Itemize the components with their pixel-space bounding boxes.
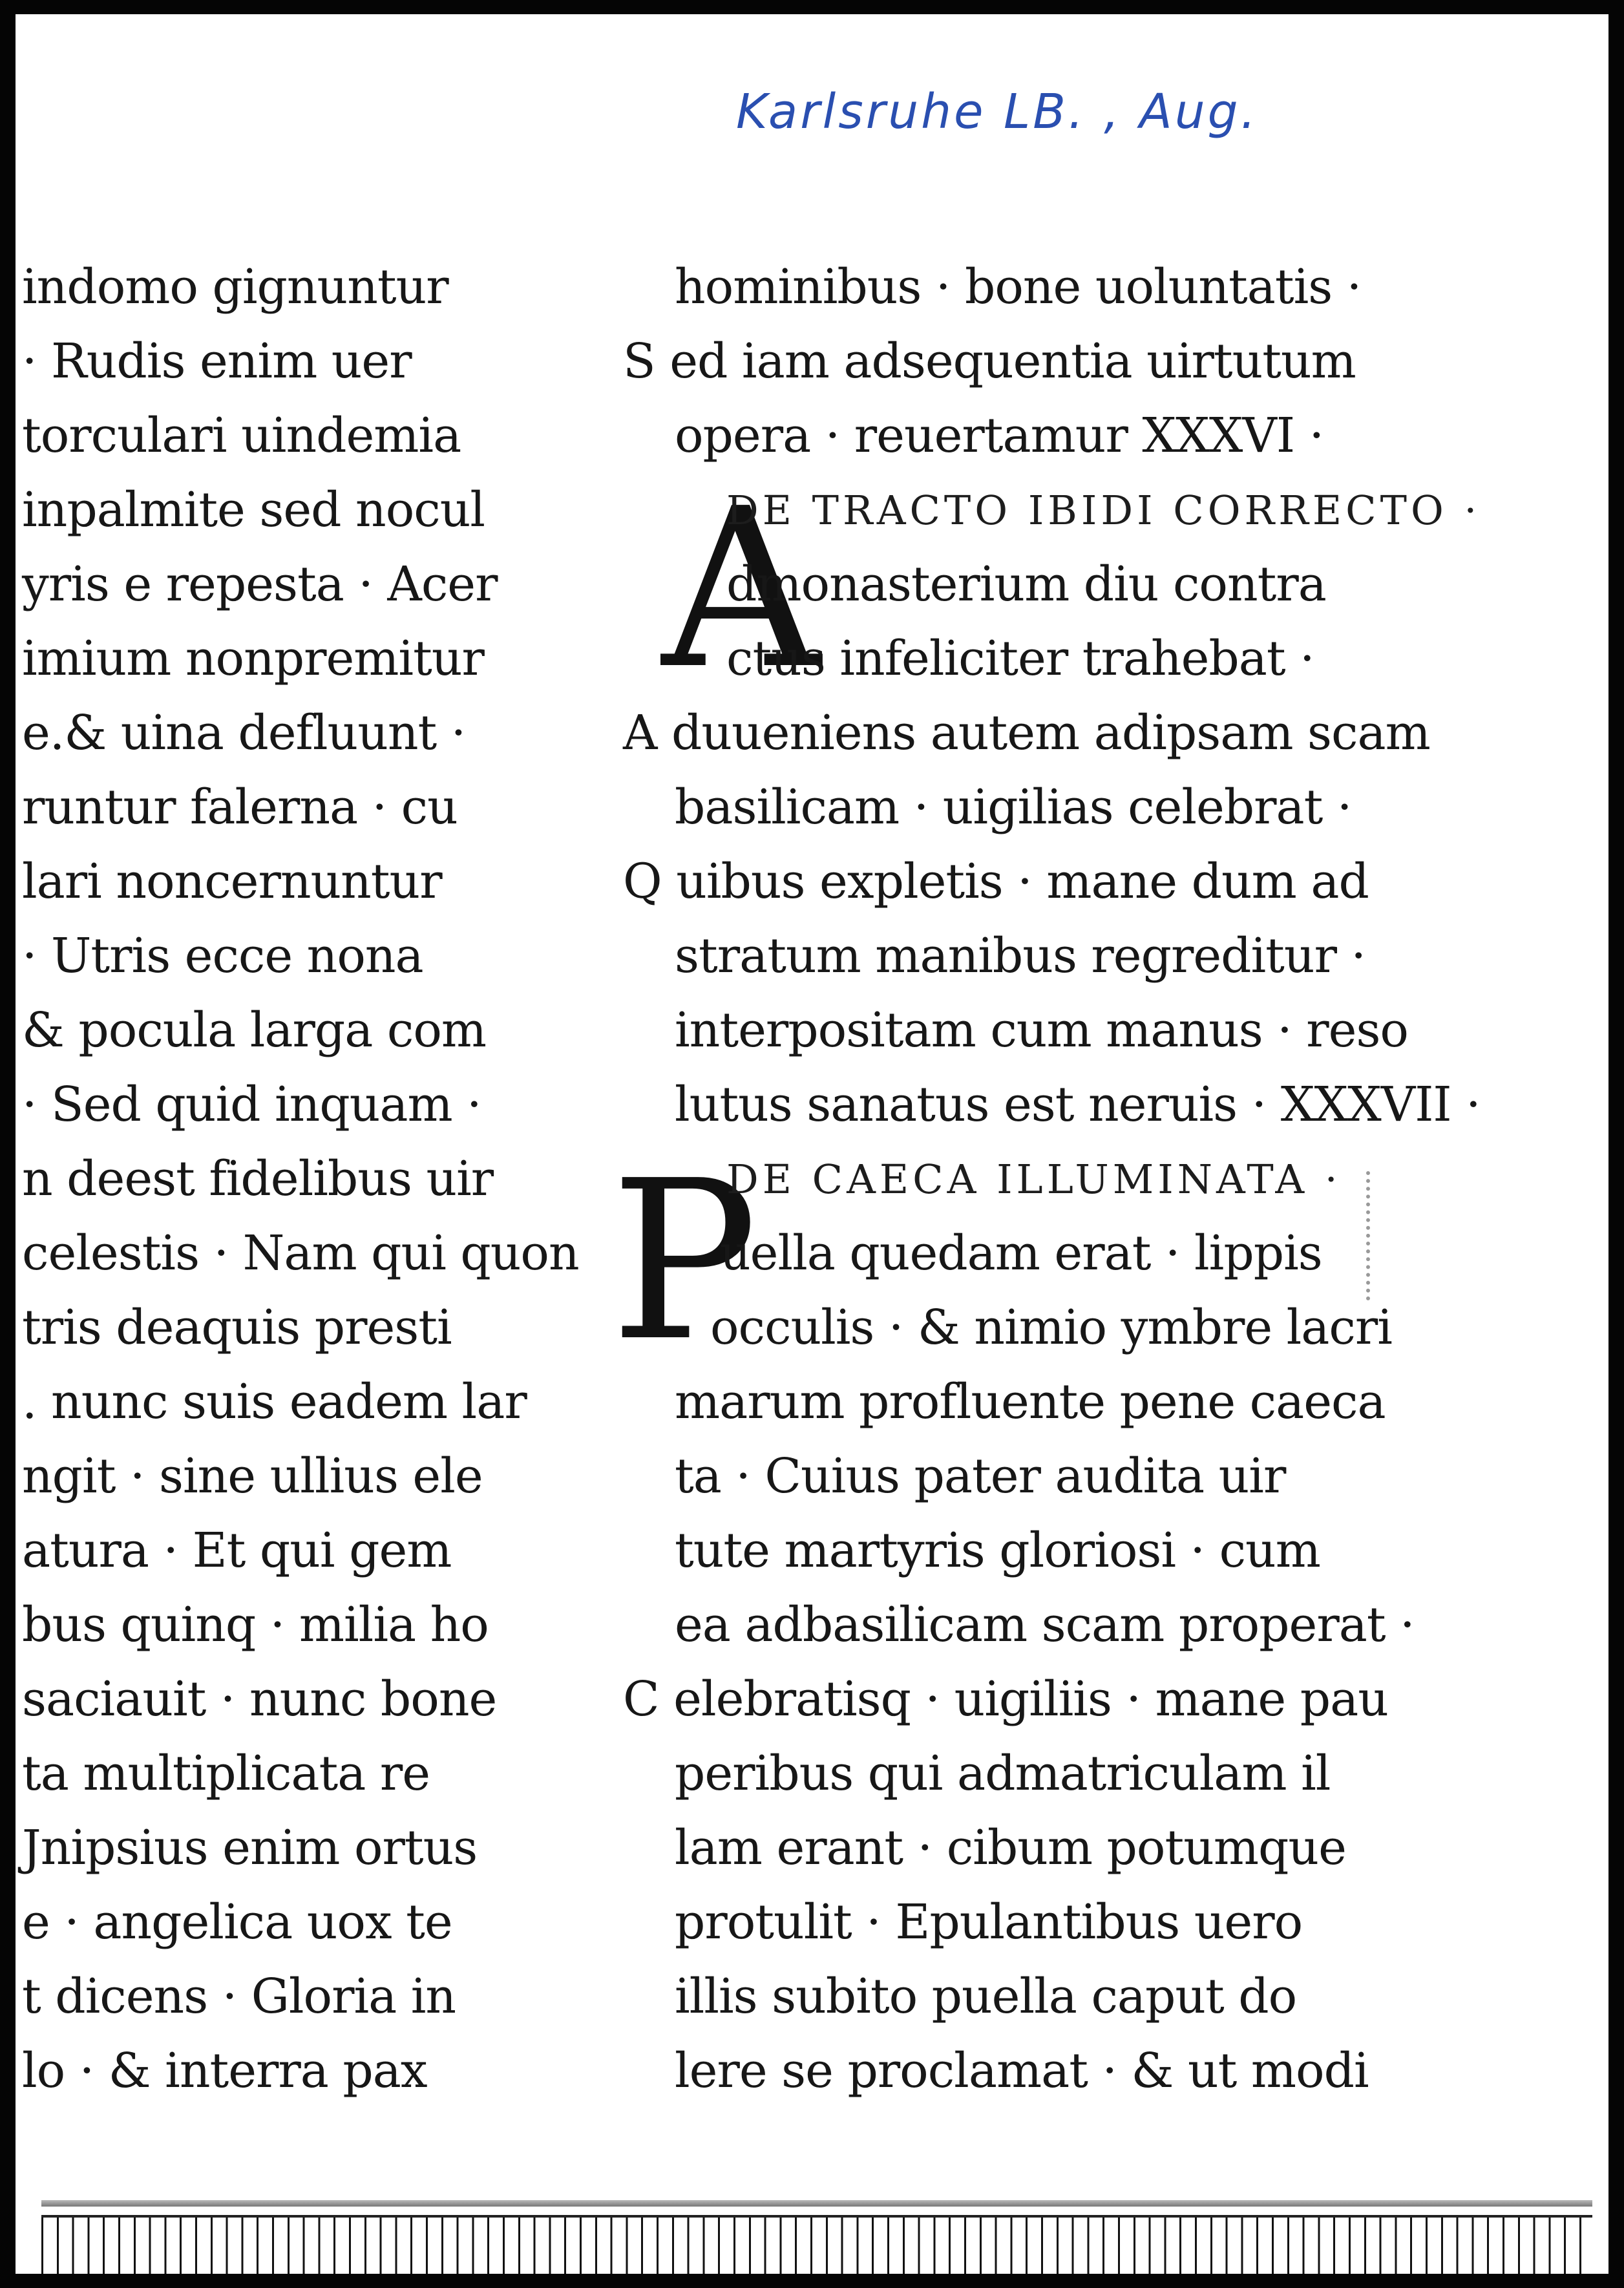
page-fold-shadow — [1366, 1171, 1402, 1300]
manuscript-line: ta multiplicata re — [22, 1746, 430, 1801]
manuscript-line: lo · & interra pax — [22, 2043, 427, 2099]
manuscript-line: e · angelica uox te — [22, 1894, 452, 1950]
manuscript-line: n deest fidelibus uir — [22, 1151, 494, 1207]
manuscript-line: protulit · Epulantibus uero — [675, 1894, 1303, 1950]
measuring-ruler — [41, 2215, 1592, 2274]
manuscript-line: imium nonpremitur — [22, 631, 484, 686]
manuscript-line: S ed iam adsequentia uirtutum — [623, 334, 1356, 389]
manuscript-line: torculari uindemia — [22, 408, 461, 463]
manuscript-line: celestis · Nam qui quon — [22, 1225, 579, 1281]
manuscript-line: · Rudis enim uer — [22, 334, 412, 389]
manuscript-line: lere se proclamat · & ut modi — [675, 2043, 1369, 2099]
manuscript-line: ea adbasilicam scam properat · — [675, 1597, 1415, 1653]
manuscript-line: lutus sanatus est neruis · XXXVII · — [675, 1077, 1481, 1132]
manuscript-line: basilicam · uigilias celebrat · — [675, 779, 1352, 835]
manuscript-line: · Utris ecce nona — [22, 928, 423, 984]
manuscript-line: uella quedam erat · lippis — [720, 1225, 1322, 1281]
manuscript-line: A duueniens autem adipsam scam — [623, 705, 1430, 761]
manuscript-line: marum profluente pene caeca — [675, 1374, 1386, 1430]
manuscript-line: inpalmite sed nocul — [22, 482, 485, 538]
manuscript-line: lari noncernuntur — [22, 854, 442, 909]
manuscript-line: ta · Cuius pater audita uir — [675, 1448, 1286, 1504]
manuscript-line: Q uibus expletis · mane dum ad — [623, 854, 1369, 909]
manuscript-line: bus quinq · milia ho — [22, 1597, 489, 1653]
left-text-column — [22, 250, 604, 2108]
manuscript-line: peribus qui admatriculam il — [675, 1746, 1331, 1801]
page-bottom-edge — [41, 2200, 1592, 2207]
manuscript-line: interpositam cum manus · reso — [675, 1002, 1408, 1058]
manuscript-line: & pocula larga com — [22, 1002, 487, 1058]
manuscript-line: stratum manibus regreditur · — [675, 928, 1366, 984]
right-text-column — [597, 250, 1592, 2108]
chapter-heading: DE TRACTO IBIDI CORRECTO · — [726, 487, 1481, 534]
manuscript-line: opera · reuertamur XXXVI · — [675, 408, 1324, 463]
manuscript-line: illis subito puella caput do — [675, 1969, 1297, 2024]
illuminated-initial-a: A — [662, 461, 821, 717]
manuscript-line: C elebratisq · uigiliis · mane pau — [623, 1671, 1388, 1727]
manuscript-line: ngit · sine ullius ele — [22, 1448, 483, 1504]
manuscript-line: e.& uina defluunt · — [22, 705, 466, 761]
manuscript-line: atura · Et qui gem — [22, 1523, 452, 1578]
manuscript-line: hominibus · bone uoluntatis · — [675, 259, 1362, 315]
illuminated-initial-p: P — [610, 1134, 758, 1390]
manuscript-line: . nunc suis eadem lar — [22, 1374, 527, 1430]
manuscript-line: t dicens · Gloria in — [22, 1969, 456, 2024]
manuscript-line: occulis · & nimio ymbre lacri — [710, 1300, 1392, 1355]
manuscript-line: lam erant · cibum potumque — [675, 1820, 1346, 1876]
manuscript-line: Jnipsius enim ortus — [22, 1820, 478, 1876]
handwritten-annotation: Karlsruhe LB. , Aug. — [736, 84, 1259, 140]
manuscript-page — [16, 14, 1608, 2274]
manuscript-line: indomo gignuntur — [22, 259, 448, 315]
chapter-heading: DE CAECA ILLUMINATA · — [726, 1156, 1342, 1203]
manuscript-line: tute martyris gloriosi · cum — [675, 1523, 1320, 1578]
manuscript-line: yris e repesta · Acer — [22, 556, 498, 612]
manuscript-line: tris deaquis presti — [22, 1300, 452, 1355]
manuscript-line: saciauit · nunc bone — [22, 1671, 497, 1727]
manuscript-line: · Sed quid inquam · — [22, 1077, 481, 1132]
manuscript-line: ctus infeliciter trahebat · — [726, 631, 1314, 686]
manuscript-line: dmonasterium diu contra — [726, 556, 1326, 612]
manuscript-line: runtur falerna · cu — [22, 779, 458, 835]
